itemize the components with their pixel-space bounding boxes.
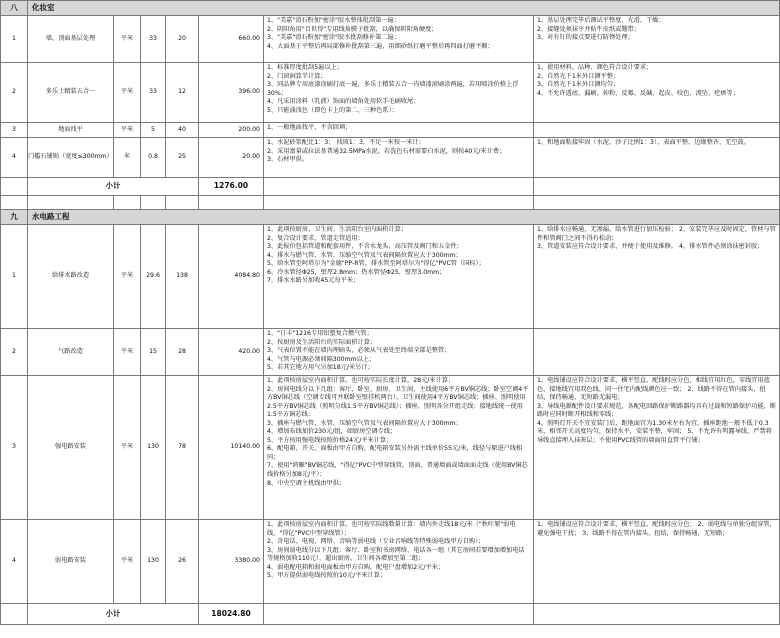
standard-line: 3、导线电源配件设计要求规范，各配电回路保护断路器均具有过载和短路保护功能，断路时应同时断开相线和零线； (537, 402, 777, 419)
subtotal-value: 1276.00 (199, 178, 264, 196)
unit: 平米 (114, 225, 141, 329)
description-line: 5、只能涌浅色（即色卡上的第二、三种色系）； (267, 106, 398, 114)
description-line: 1、水泥砂浆配比1：3； 找坡1：3，不足一米按一米计； (267, 139, 425, 146)
item-name: 多乐士精装五合一 (28, 63, 114, 123)
quantity: 29.6 (141, 225, 166, 329)
line-total: 200.00 (199, 123, 264, 138)
item-name: 墙、顶面基层处理 (28, 16, 114, 63)
quantity: 0.8 (141, 138, 166, 178)
unit: 平米 (114, 63, 141, 123)
row-number: 4 (1, 138, 28, 178)
description-line: 5、给水管至阿塔尔为"金德"PP-R管，排水管至阿塔尔为"得亿"PVC管（国标）； (267, 260, 485, 268)
item-name: 气路改造 (28, 329, 114, 376)
item-name: 给排水路改造 (28, 225, 114, 329)
section-header (1, 1, 780, 16)
row-number: 1 (1, 16, 28, 63)
unit-price: 25 (166, 138, 199, 178)
unit: 平米 (114, 329, 141, 376)
standard-line: 1、和地面粘接牢固（水泥、沙子比例1：3）、表面平整、边缘整齐、无空鼓。 (537, 139, 750, 146)
table-row (1, 520, 780, 604)
item-name: 地面找平 (28, 123, 114, 138)
description-line: 3、石材甲供。 (267, 156, 309, 164)
table-row (1, 63, 780, 123)
table-row (1, 225, 780, 329)
unit: 米 (114, 138, 141, 178)
description-line: 3、同品牌专用底漆涂刷打底一遍，多乐士精装五合一内墙漆滚刷涂两遍，若用喷涂价格上浮30%； (267, 81, 519, 97)
description-line: 2、采用富量或拉法基普通32.5MPa水泥。若洗色石材需要白水泥，则按40元/米计费； (267, 147, 506, 155)
subtotal-label: 小计 (28, 604, 199, 625)
quantity: 130 (141, 520, 166, 604)
quality-standard (534, 329, 780, 376)
quality-standard (534, 63, 780, 123)
description-line: 1、"美嘉"滑石粉加"密涂"胶水整体批刮第一遍； (267, 17, 400, 24)
description-line: 6、冷水管径Φ25，壁厚2.8mm；热水管径Φ25，壁厚3.0mm； (267, 268, 446, 276)
unit-price: 20 (166, 16, 199, 63)
description-line: 1、"日丰"1216专用铝塑复合燃气管； (267, 330, 373, 337)
quality-standard (534, 123, 780, 138)
work-description (264, 123, 534, 138)
description-line: 7、排水水路另加收45元每平米； (267, 277, 360, 285)
description-line: 2、按厨房及生活阳台的实际面积计算； (267, 338, 377, 346)
table-row (1, 329, 780, 376)
description-line: 4、增加布线加价230元/组，如厨房空调专线； (267, 428, 397, 436)
standard-line: 1、基层处理完毕后测试平整度，光滑、干燥； (537, 17, 665, 24)
unit-price: 138 (166, 225, 199, 329)
unit-price: 28 (166, 329, 199, 376)
line-total: 396.00 (199, 63, 264, 123)
description-line: 3、此报价包括管道和配套用件，不含水龙头、高压管及阀门和五金件； (267, 243, 463, 251)
description-line: 1、一般地面找平，不含回填； (267, 124, 352, 131)
unit: 平米 (114, 520, 141, 604)
unit-price: 12 (166, 63, 199, 123)
section-title: 水电路工程 (28, 210, 780, 225)
quantity: 15 (141, 329, 166, 376)
line-total: 10140.00 (199, 376, 264, 520)
description-line: 3、气表位置不能在墙内埋暗头，必须从气表处至终端全部是整管； (267, 347, 451, 355)
unit-price: 40 (166, 123, 199, 138)
work-description (264, 376, 534, 520)
standard-line: 1、电线铺设应符合设计要求，横平竖直，配线时应分色，相线宜用红色，零线宜用蓝色，接地线宜用双色线，同一住宅内配线颜色应一致； 2、线路不得在管内接头，扭结，保持畅通，无短路无漏电； (537, 377, 770, 402)
section-title: 化妆室 (28, 1, 780, 16)
unit-price: 78 (166, 376, 199, 520)
section-header (1, 210, 780, 225)
work-description (264, 520, 534, 604)
description-line: 5、平方按用强电线按照价格24元/平米计算； (267, 436, 393, 444)
standard-line: 3、自然光下1米外目测均匀； (537, 81, 620, 89)
description-line: 2、复合设计要求，管道走管适用； (267, 234, 364, 242)
quality-standard (534, 225, 780, 329)
description-line: 1、此项按房屋室内面积计算，也可按实际长度计算，28元/米计算； (267, 377, 455, 384)
row-number: 4 (1, 520, 28, 604)
description-line: 8、中央空调主机线由甲供； (267, 479, 346, 487)
line-total: 4084.80 (199, 225, 264, 329)
table-row (1, 123, 780, 138)
subtotal-row (1, 178, 780, 196)
quality-standard (534, 520, 780, 604)
description-line: 2、阴阳角用"百世得"专用线角膜子批刮，以确保阴阳角硬度； (267, 25, 438, 33)
quality-standard (534, 138, 780, 178)
line-total: 20.00 (199, 138, 264, 178)
row-number: 2 (1, 63, 28, 123)
line-total: 660.00 (199, 16, 264, 63)
description-line: 4、弱电配电箱和弱电面板由甲方自购，配电户盘增加2元/平米； (267, 563, 445, 571)
row-number: 3 (1, 376, 28, 520)
quality-standard (534, 16, 780, 63)
standard-line: 4、不允许透底、漏刷、掉粉、反霉、反碱、起皮、咬色、流坠、疙瘩等； (537, 89, 739, 97)
description-line: 4、大面基于平整后再局部修补批刮第三遍，用细砂纸打磨平整后再四面打磨平顺； (267, 42, 494, 50)
item-name: 强电路安装 (28, 376, 114, 520)
description-line: 3、插座与燃气管、水管、压缩空气管及气表间隔位置应大于300mm； (267, 419, 462, 427)
row-number: 3 (1, 123, 28, 138)
unit: 平米 (114, 16, 141, 63)
standard-line: 1、使用材料，品种、颜色符合设计要求； (537, 64, 653, 71)
description-line: 1、此项按房屋室内面积计算，也可按实际线数量计算：墙内外走线18元/米（"秋叶原"弱电线，"得亿"PVC中型穿线管）； (267, 521, 516, 537)
spacer-row (1, 196, 780, 210)
description-line: 4、凡采用涂料（乳液）饰面的墙角处用软手毛刷收尾； (267, 98, 420, 106)
subtotal-row (1, 604, 780, 625)
standard-line: 3、管道安装应符合设计要求，并便于使用及维修。 4、排水管件必须涂抹密封胶； (537, 243, 764, 251)
standard-line: 4、照明灯开关不宜安装门后，距地面宜为1.30米左右为宜，插座距地一般不低于0.3米，相邻开关高度均匀，保持水平，安装平整，牢固； 5、不允许有明露导线，严禁将导线直接埋入抹灰层；不使用PVC线管的墙面用直管平行铺； (537, 419, 772, 444)
description-line: 7、使用"鸿雁"BV铜芯线，"得亿"PVC中型穿线管，顶面、普通墙面或墙面面走线（使用BV铜芯线价格另加8元/平）； (267, 462, 528, 479)
standard-line: 1、电线铺设应符合设计要求，横平竖直，配线时应分色； 2、弱电线与单独分组穿管，避免强电干扰； 3、线路不得在管内接头，扭结，保持畅通，无短路； (537, 521, 776, 537)
work-description (264, 16, 534, 63)
description-line: 2、房间电线分以下几组：客厅、卧室、厨房、卫生间，主线使用6平方BV铜芯线；卧室空调4平方BV铜芯线（空调专线可并联卧室壁挂机两台）、卫生间使用4平方BV铜芯线；插座、照明使用2.5平方BV铜芯线（照明分线1.5平方BV铜芯线）；插座、照明各分开组走线：接地线统一使用1.5平方铜芯线； (267, 385, 529, 419)
description-line: 1、此项按厨房、卫生间、生活阳台室内面积计算； (267, 226, 408, 233)
line-total: 3380.00 (199, 520, 264, 604)
description-line: 5、若其它地方用气另加18元/米另计； (267, 364, 374, 372)
section-number: 八 (1, 1, 28, 16)
row-number: 1 (1, 225, 28, 329)
table-row (1, 376, 780, 520)
unit: 平米 (114, 376, 141, 520)
description-line: 4、气管与电源必须间隔300mm以上； (267, 355, 376, 363)
description-line: 3、"美嘉"滑石粉加"密涂"胶水批刮修补第二遍； (267, 34, 400, 42)
standard-line: 2、自然光下1米外目测平整； (537, 72, 620, 80)
work-description (264, 225, 534, 329)
description-line: 1、标准厚度批刮5遍以上； (267, 64, 343, 71)
quantity: 33 (141, 16, 166, 63)
standard-line: 3、对有钉的接点要进行防锈处理； (537, 34, 634, 42)
work-description (264, 63, 534, 123)
subtotal-label: 小计 (28, 178, 199, 196)
line-total: 420.00 (199, 329, 264, 376)
description-line: 2、门窗洞算半计算； (267, 72, 327, 80)
quantity: 130 (141, 376, 166, 520)
work-description (264, 138, 534, 178)
table-row (1, 138, 780, 178)
work-description (264, 329, 534, 376)
description-line: 5、甲方提供弱电线按照价10元/平米计算； (267, 572, 387, 580)
description-line: 6、配电箱、开关、面板由甲方自购，配电箱安装另外需主线单价55元/米，线径与原进户线相同； (267, 445, 523, 461)
row-number: 2 (1, 329, 28, 376)
standard-line: 1、给排水应畅通，无渗漏，给水管进行加压检验； 2、安装完毕应及时固定，管材与管件和管阀门之间不得有松动； (537, 226, 776, 242)
subtotal-value: 18024.80 (199, 604, 264, 625)
description-line: 4、排水与燃气管、水管、压缩空气管及气表间隔位置应大于300mm； (267, 251, 462, 259)
item-name: 弱电路安装 (28, 520, 114, 604)
quantity: 33 (141, 63, 166, 123)
table-row (1, 16, 780, 63)
standard-line: 2、接缝处须抹平并贴牛皮纸或绷带； (537, 25, 640, 33)
description-line: 2、含电话、电视、网络、音响等弱电线（专业音响线等特殊弱电线甲方自购）； (267, 538, 485, 546)
section-number: 九 (1, 210, 28, 225)
quantity: 5 (141, 123, 166, 138)
quality-standard (534, 376, 780, 520)
item-name: 门槛石铺贴（宽度≤300mm） (28, 138, 114, 178)
description-line: 3、房间弱电线分以下几组：客厅、卧室和书房网络、电话各一组（其它房间若要增加增加电话等规格加收110元），超出厨房、卫生间各增加至第二组； (267, 546, 525, 563)
unit-price: 26 (166, 520, 199, 604)
unit: 平米 (114, 123, 141, 138)
